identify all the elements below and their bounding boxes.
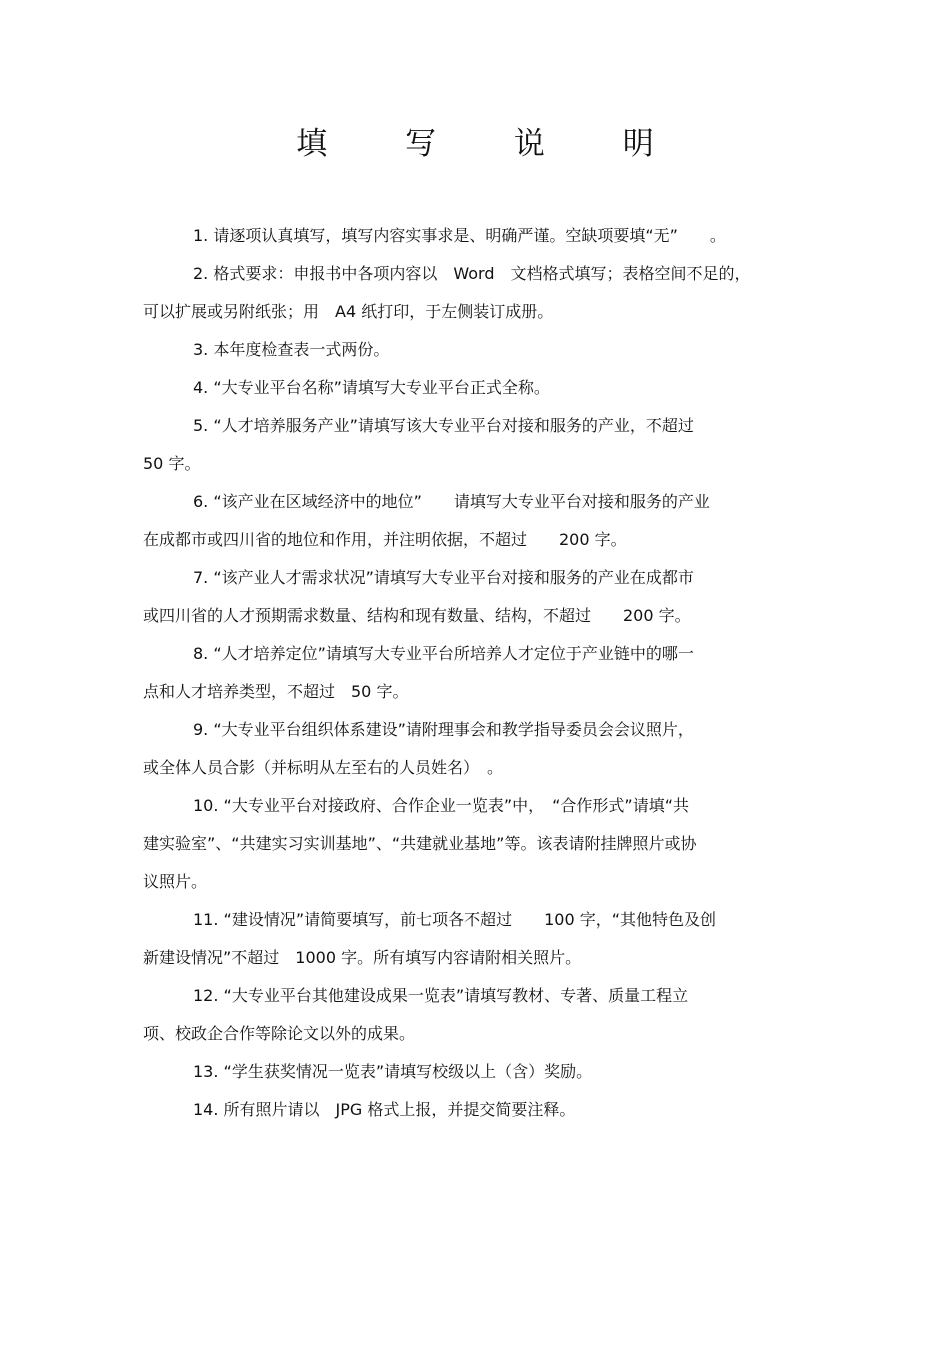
instruction-item-7: [143, 559, 803, 635]
instruction-item-8: [143, 635, 803, 711]
instruction-line: 50 字。: [143, 454, 201, 473]
instruction-item-14: [143, 1091, 803, 1129]
instruction-line: 8. “人才培养定位”请填写大专业平台所培养人才定位于产业链中的哪一: [193, 644, 694, 663]
instruction-line: 3. 本年度检查表一式两份。: [193, 340, 390, 359]
instruction-line: 6. “该产业在区域经济中的地位” 请填写大专业平台对接和服务的产业: [193, 492, 710, 511]
instruction-item-9: [143, 711, 803, 787]
instruction-line: 14. 所有照片请以 JPG 格式上报，并提交简要注释。: [193, 1100, 576, 1119]
page-title: 填 写 说 明: [296, 126, 688, 162]
instruction-line: 议照片。: [143, 872, 208, 891]
instruction-line: 13. “学生获奖情况一览表”请填写校级以上（含）奖励。: [193, 1062, 593, 1081]
instruction-item-3: [143, 331, 803, 369]
instruction-item-6: [143, 483, 803, 559]
instruction-line: 可以扩展或另附纸张；用 A4 纸打印，于左侧装订成册。: [143, 302, 554, 321]
instruction-item-12: [143, 977, 803, 1053]
instruction-line: 新建设情况”不超过 1000 字。所有填写内容请附相关照片。: [143, 948, 582, 967]
instruction-item-4: [143, 369, 803, 407]
instruction-line: 在成都市或四川省的地位和作用，并注明依据，不超过 200 字。: [143, 530, 627, 549]
instruction-item-11: [143, 901, 803, 977]
instruction-item-10: [143, 787, 803, 901]
instruction-line: 或四川省的人才预期需求数量、结构和现有数量、结构，不超过 200 字。: [143, 606, 691, 625]
instruction-list: [143, 217, 803, 1129]
instruction-line: 2. 格式要求：申报书中各项内容以 Word 文档格式填写；表格空间不足的，: [193, 264, 751, 283]
instruction-line: 建实验室”、“共建实习实训基地”、“共建就业基地”等。该表请附挂牌照片或协: [143, 834, 697, 853]
instruction-line: 项、校政企合作等除论文以外的成果。: [143, 1024, 416, 1043]
instruction-line: 7. “该产业人才需求状况”请填写大专业平台对接和服务的产业在成都市: [193, 568, 694, 587]
instruction-line: 11. “建设情况”请简要填写，前七项各不超过 100 字，“其他特色及创: [193, 910, 717, 929]
instruction-item-13: [143, 1053, 803, 1091]
instruction-line: 点和人才培养类型，不超过 50 字。: [143, 682, 409, 701]
instruction-line: 10. “大专业平台对接政府、合作企业一览表”中， “合作形式”请填“共: [193, 796, 689, 815]
instruction-line: 或全体人员合影（并标明从左至右的人员姓名） 。: [143, 758, 504, 777]
instruction-item-1: [143, 217, 803, 255]
instruction-line: 5. “人才培养服务产业”请填写该大专业平台对接和服务的产业，不超过: [193, 416, 694, 435]
instruction-line: 12. “大专业平台其他建设成果一览表”请填写教材、专著、质量工程立: [193, 986, 689, 1005]
instruction-line: 4. “大专业平台名称”请填写大专业平台正式全称。: [193, 378, 550, 397]
instruction-item-5: [143, 407, 803, 483]
instruction-line: 9. “大专业平台组织体系建设”请附理事会和教学指导委员会会议照片，: [193, 720, 694, 739]
instruction-line: 1. 请逐项认真填写，填写内容实事求是、明确严谨。空缺项要填“无” 。: [193, 226, 726, 245]
instruction-item-2: [143, 255, 803, 331]
